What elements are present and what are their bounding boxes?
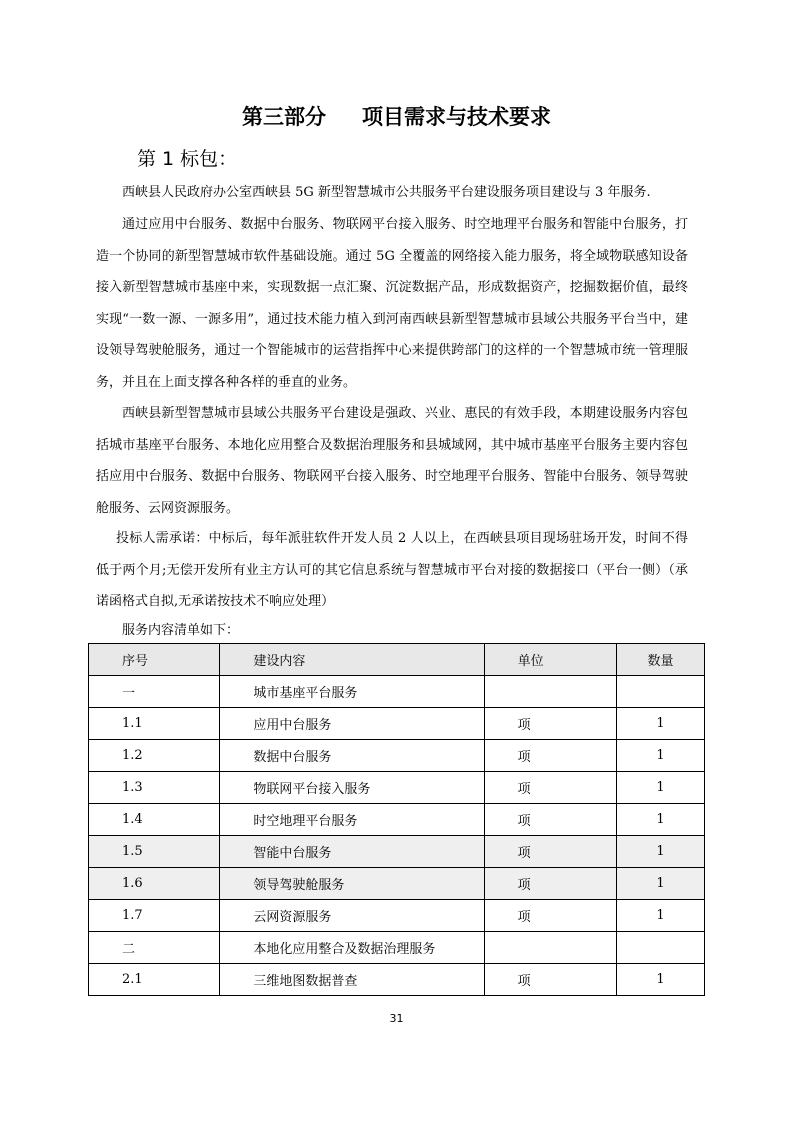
table-header-row — [89, 644, 705, 676]
table-row — [89, 900, 705, 932]
page-number: 31 — [389, 1012, 404, 1025]
cell-no: 1.2 — [89, 740, 220, 772]
cell-item: 时空地理平台服务 — [220, 804, 484, 836]
cell-item: 智能中台服务 — [220, 836, 484, 868]
page-title — [0, 103, 793, 131]
table-row — [89, 868, 705, 900]
table-row — [89, 836, 705, 868]
table-row — [89, 932, 705, 964]
cell-unit: 项 — [484, 772, 616, 804]
cell-unit: 项 — [484, 836, 616, 868]
cell-no: 1.3 — [89, 772, 220, 804]
cell-no: 一 — [89, 676, 220, 708]
cell-qty: 1 — [616, 964, 704, 996]
cell-no: 1.7 — [89, 900, 220, 932]
cell-qty — [616, 932, 704, 964]
cell-item: 本地化应用整合及数据治理服务 — [220, 932, 484, 964]
title-part: 第三部分 — [242, 105, 326, 129]
paragraph-service-list-intro: 服务内容清单如下： — [122, 623, 240, 638]
cell-item: 物联网平台接入服务 — [220, 772, 484, 804]
cell-item: 数据中台服务 — [220, 740, 484, 772]
cell-unit: 项 — [484, 964, 616, 996]
cell-item: 云网资源服务 — [220, 900, 484, 932]
table-row — [89, 804, 705, 836]
cell-item: 城市基座平台服务 — [220, 676, 484, 708]
paragraph-bidder-commitment: 投标人需承诺：中标后，每年派驻软件开发人员 2 人以上，在西峡县项目现场驻场开发，时间不得低于两个月;无偿开发所有业主方认可的其它信息系统与智慧城市平台对接的数据接口（平台一侧）（承诺函格式自拟,无承诺按技术不响应处理） — [96, 531, 688, 609]
header-no: 序号 — [89, 644, 220, 676]
cell-qty: 1 — [616, 900, 704, 932]
table-row — [89, 708, 705, 740]
table-row — [89, 964, 705, 996]
cell-unit: 项 — [484, 900, 616, 932]
cell-item: 三维地图数据普查 — [220, 964, 484, 996]
paragraph-project-intro: 西峡县人民政府办公室西峡县 5G 新型智慧城市公共服务平台建设服务项目建设与 3 年服务. — [122, 185, 651, 200]
section-heading: 第 1 标包： — [137, 148, 238, 170]
title-name: 项目需求与技术要求 — [362, 105, 551, 129]
header-qty: 数量 — [616, 644, 704, 676]
cell-item: 领导驾驶舱服务 — [220, 868, 484, 900]
paragraph-platform-overview: 通过应用中台服务、数据中台服务、物联网平台接入服务、时空地理平台服务和智能中台服务，打造一个协同的新型智慧城市软件基础设施。通过 5G 全覆盖的网络接入能力服务，将全域物联感知设备接入新型智慧城市基座中来，实现数据一点汇聚、沉淀数据产品，形成数据资产，挖掘数据价值，最终实现“一数一源、一源多用”，通过技术能力植入到河南西峡县新型智慧城市县域公共服务平台当中，建设领导驾驶舱服务，通过一个智能城市的运营指挥中心来提供跨部门的这样的一个智慧城市统一管理服务，并且在上面支撑各种各样的垂直的业务。 — [96, 217, 688, 390]
header-unit: 单位 — [484, 644, 616, 676]
cell-no: 1.6 — [89, 868, 220, 900]
service-content-table — [88, 643, 705, 996]
cell-unit: 项 — [484, 804, 616, 836]
cell-unit — [484, 932, 616, 964]
cell-unit: 项 — [484, 708, 616, 740]
cell-no: 2.1 — [89, 964, 220, 996]
cell-no: 1.5 — [89, 836, 220, 868]
table-row — [89, 740, 705, 772]
cell-qty: 1 — [616, 772, 704, 804]
cell-qty: 1 — [616, 868, 704, 900]
table-row — [89, 676, 705, 708]
cell-qty: 1 — [616, 708, 704, 740]
cell-qty: 1 — [616, 836, 704, 868]
table-row — [89, 772, 705, 804]
cell-no: 二 — [89, 932, 220, 964]
header-item: 建设内容 — [220, 644, 484, 676]
cell-qty: 1 — [616, 740, 704, 772]
cell-item: 应用中台服务 — [220, 708, 484, 740]
paragraph-construction-scope: 西峡县新型智慧城市县域公共服务平台建设是强政、兴业、惠民的有效手段，本期建设服务内容包括城市基座平台服务、本地化应用整合及数据治理服务和县城域网，其中城市基座平台服务主要内容包括应用中台服务、数据中台服务、物联网平台接入服务、时空地理平台服务、智能中台服务、领导驾驶舱服务、云网资源服务。 — [96, 406, 688, 516]
cell-qty — [616, 676, 704, 708]
cell-unit: 项 — [484, 868, 616, 900]
cell-no: 1.4 — [89, 804, 220, 836]
cell-qty: 1 — [616, 804, 704, 836]
cell-no: 1.1 — [89, 708, 220, 740]
cell-unit — [484, 676, 616, 708]
cell-unit: 项 — [484, 740, 616, 772]
